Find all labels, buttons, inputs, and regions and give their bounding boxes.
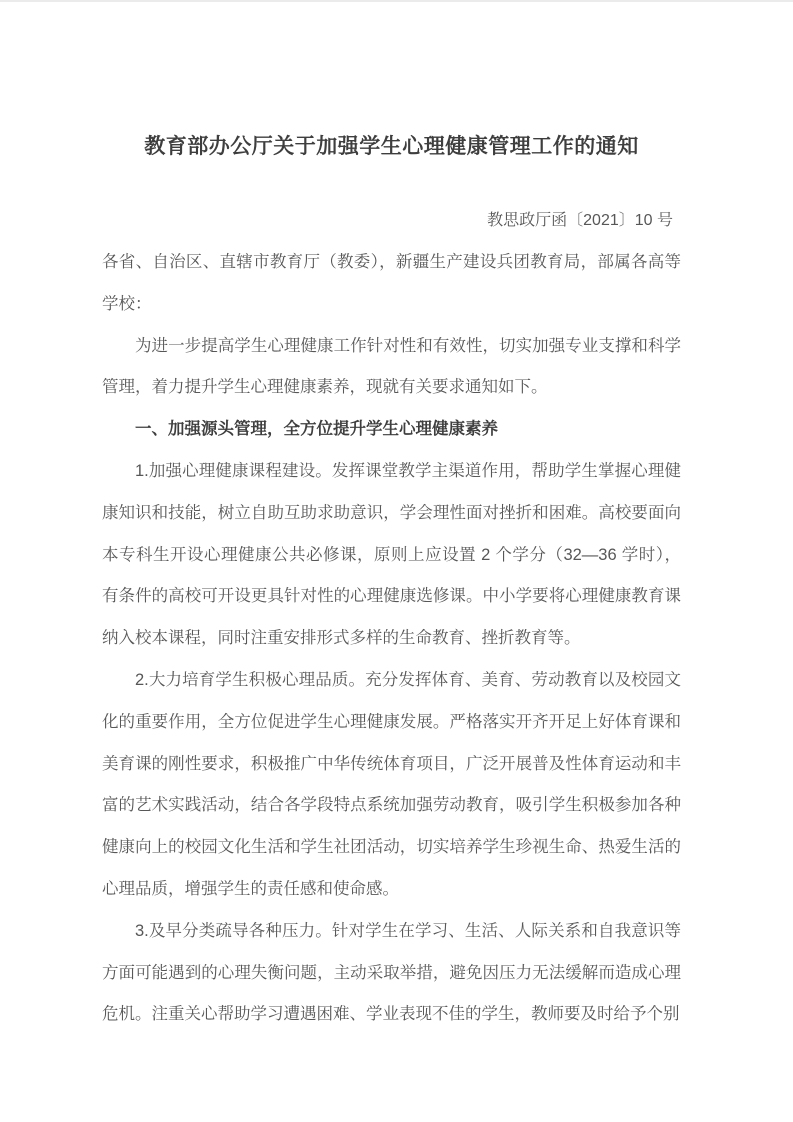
body-paragraph-2: 2.大力培育学生积极心理品质。充分发挥体育、美育、劳动教育以及校园文化的重要作用，全方位促进学生心理健康发展。严格落实开齐开足上好体育课和美育课的刚性要求，积极推广中华传统体育项目，广泛开展普及性体育运动和丰富的艺术实践活动，结合各学段特点系统加强劳动教育，吸引学生积极参加各种健康向上的校园文化生活和学生社团活动，切实培养学生珍视生命、热爱生活的心理品质，增强学生的责任感和使命感。 <box>102 670 681 898</box>
section-heading-1: 一、加强源头管理，全方位提升学生心理健康素养 <box>135 420 498 439</box>
doc-body <box>102 242 681 1036</box>
intro-paragraph: 为进一步提高学生心理健康工作针对性和有效性，切实加强专业支撑和科学管理，着力提升学生心理健康素养，现就有关要求通知如下。 <box>102 336 681 397</box>
body-paragraph-3: 3.及早分类疏导各种压力。针对学生在学习、生活、人际关系和自我意识等方面可能遇到的心理失衡问题，主动采取举措，避免因压力无法缓解而造成心理危机。注重关心帮助学习遭遇困难、学业表现不佳的学生，教师要及时给予个别 <box>102 921 681 1024</box>
doc-title: 教育部办公厅关于加强学生心理健康管理工作的通知 <box>144 135 639 158</box>
salutation-line: 各省、自治区、直辖市教育厅（教委），新疆生产建设兵团教育局，部属各高等学校： <box>102 253 681 313</box>
doc-number: 教思政厅函〔2021〕10 号 <box>487 212 673 229</box>
body-paragraph-1: 1.加强心理健康课程建设。发挥课堂教学主渠道作用，帮助学生掌握心理健康知识和技能，树立自助互助求助意识，学会理性面对挫折和困难。高校要面向本专科生开设心理健康公共必修课，原则上应设置 2 个学分（32—36 学时），有条件的高校可开设更具针对性的心理健康选修课。中小学要将心理健康教育课纳入校本课程，同时注重安排形式多样的生命教育、挫折教育等。 <box>102 461 681 648</box>
